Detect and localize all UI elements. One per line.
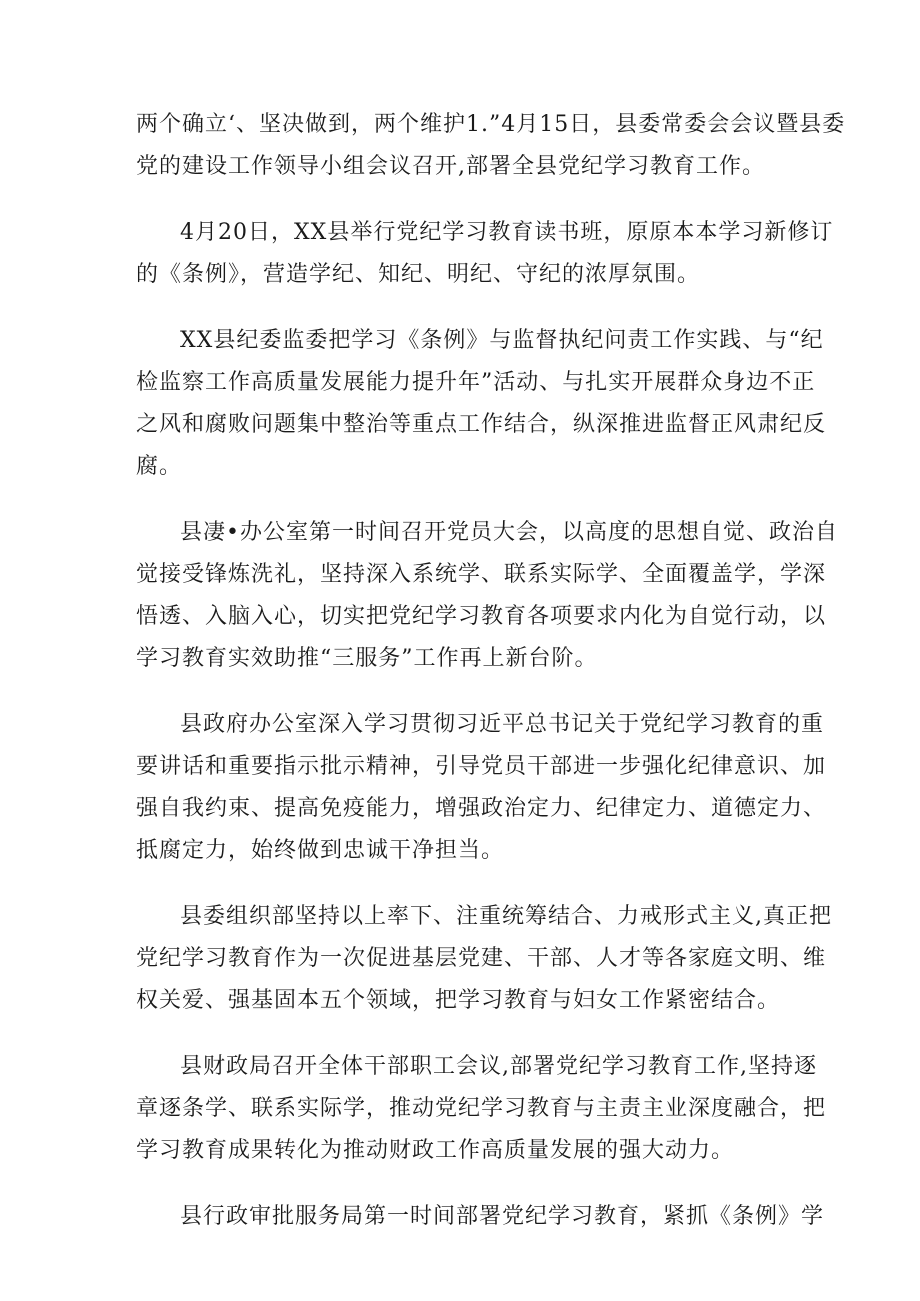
text-line: 4月20日，XX县举行党纪学习教育读书班，原原本本学习新修订 bbox=[180, 220, 834, 245]
text-line: 学习教育实效助推“三服务”工作再上新台阶。 bbox=[136, 646, 598, 671]
paragraph bbox=[136, 212, 834, 296]
text-line: 党纪学习教育作为一次促进基层党建、干部、人才等各家庭文明、维 bbox=[136, 946, 827, 971]
text-line: 要讲话和重要指示批示精神，引导党员干部进一步强化纪律意识、加 bbox=[136, 754, 827, 779]
text-line: 觉接受锋炼洗礼，坚持深入系统学、联系实际学、全面覆盖学，学深 bbox=[136, 562, 827, 587]
text-line: 县委组织部坚持以上率下、注重统筹结合、力戒形式主义,真正把 bbox=[180, 904, 832, 929]
paragraph bbox=[136, 704, 827, 872]
text-line: 县财政局召开全体干部职工会议,部署党纪学习教育工作,坚持逐 bbox=[180, 1054, 817, 1079]
text-line: 县凄•办公室第一时间召开党员大会，以高度的思想自觉、政治自 bbox=[180, 520, 838, 545]
text-line: 县行政审批服务局第一时间部署党纪学习教育，紧抓《条例》学 bbox=[180, 1204, 825, 1229]
text-line: 检监察工作高质量发展能力提升年”活动、与扎实开展群众身边不正 bbox=[136, 370, 816, 395]
paragraph bbox=[136, 1046, 827, 1172]
text-line: 章逐条学、联系实际学，推动党纪学习教育与主责主业深度融合，把 bbox=[136, 1096, 827, 1121]
paragraph bbox=[136, 1196, 825, 1238]
paragraph bbox=[136, 104, 846, 188]
paragraph bbox=[136, 512, 838, 680]
text-line: XX县纪委监委把学习《条例》与监督执纪问责工作实践、与“纪 bbox=[180, 328, 824, 353]
text-line: 抵腐定力，始终做到忠诚干净担当。 bbox=[136, 838, 505, 863]
text-line: 的《条例》，营造学纪、知纪、明纪、守纪的浓厚氛围。 bbox=[136, 262, 701, 287]
document-body bbox=[136, 104, 846, 1262]
text-line: 学习教育成果转化为推动财政工作高质量发展的强大动力。 bbox=[136, 1138, 735, 1163]
text-line: 两个确立‘、坚决做到，两个维护1.”4月15日，县委常委会会议暨县委 bbox=[136, 112, 846, 137]
text-line: 悟透、入脑入心，切实把党纪学习教育各项要求内化为自觉行动，以 bbox=[136, 604, 827, 629]
text-line: 权关爱、强基固本五个领域，把学习教育与妇女工作紧密结合。 bbox=[136, 988, 781, 1013]
text-line: 之风和腐败问题集中整治等重点工作结合，纵深推进监督正风肃纪反 bbox=[136, 412, 827, 437]
paragraph bbox=[136, 320, 827, 488]
text-line: 强自我约束、提高免疫能力，增强政治定力、纪律定力、道德定力、 bbox=[136, 796, 827, 821]
paragraph bbox=[136, 896, 832, 1022]
text-line: 腐。 bbox=[136, 454, 183, 479]
text-line: 党的建设工作领导小组会议召开,部署全县党纪学习教育工作。 bbox=[136, 154, 765, 179]
text-line: 县政府办公室深入学习贯彻习近平总书记关于党纪学习教育的重 bbox=[180, 712, 825, 737]
